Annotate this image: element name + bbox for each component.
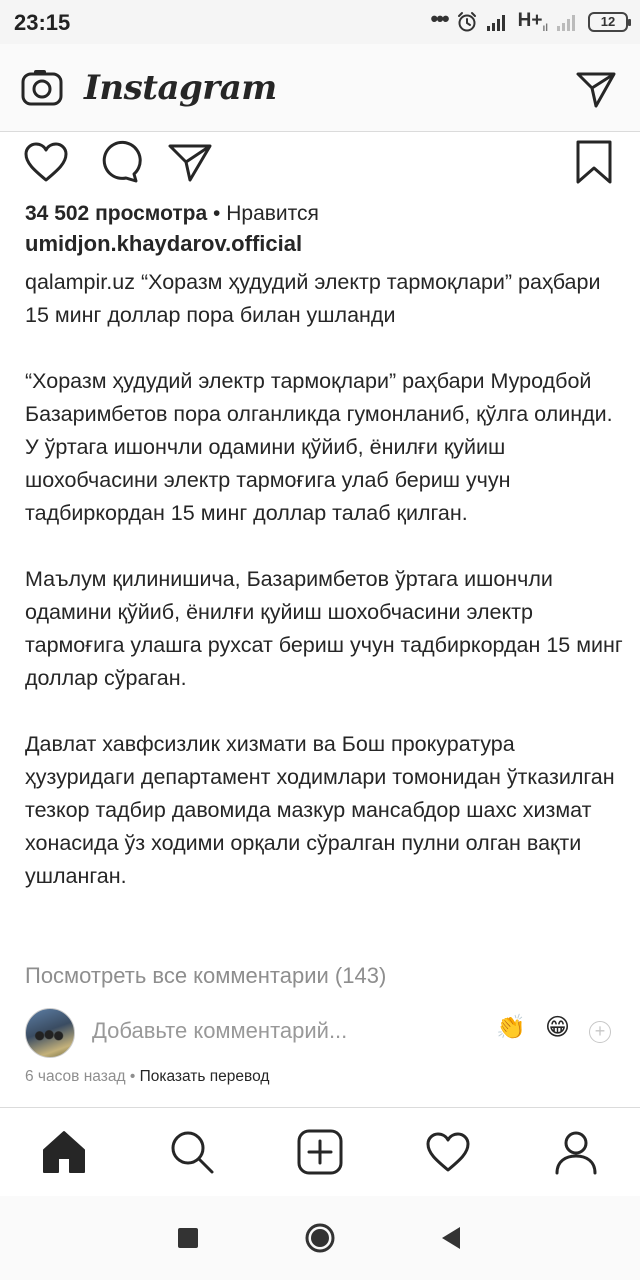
caption-paragraph: “Хоразм ҳудудий электр тармоқлари” раҳбари Муродбой Базаримбетов пора олганликда гумонланиб, қўлга олинди. У ўртага ишончли одамини қўйиб, ёнилғи қуйиш шохобчасини электр тармоғига улаб бериш учун тадбиркордан 15 минг доллар талаб қилган. bbox=[25, 369, 613, 525]
separator: • bbox=[213, 202, 221, 225]
paper-plane-icon[interactable] bbox=[574, 66, 618, 110]
home-icon[interactable] bbox=[40, 1128, 88, 1176]
likes-label[interactable]: Нравится bbox=[226, 202, 319, 225]
comment-icon[interactable] bbox=[94, 138, 142, 186]
post-actions bbox=[0, 134, 640, 190]
post-username[interactable]: umidjon.khaydarov.official bbox=[25, 231, 303, 256]
alarm-icon bbox=[456, 11, 478, 33]
grin-emoji-icon[interactable]: 😁 bbox=[545, 1014, 571, 1041]
bookmark-icon[interactable] bbox=[570, 138, 618, 186]
comment-input[interactable] bbox=[92, 1018, 472, 1044]
heart-icon[interactable] bbox=[22, 138, 70, 186]
more-dots-icon: ••• bbox=[430, 6, 448, 31]
system-navigation bbox=[0, 1196, 640, 1280]
caption-paragraph: Маълум қилинишича, Базаримбетов ўртага ишончли одамини қўйиб, ёнилғи қуйиш шохобчасини электр тармоғига улашга рухсат бериш учун тадбиркордан 15 минг доллар сўраган. bbox=[25, 567, 623, 690]
activity-heart-icon[interactable] bbox=[424, 1128, 472, 1176]
view-all-comments-link[interactable]: Посмотреть все комментарии (143) bbox=[25, 963, 387, 988]
share-icon[interactable] bbox=[166, 138, 214, 186]
home-button-icon[interactable] bbox=[304, 1222, 336, 1254]
app-header bbox=[0, 44, 640, 132]
battery-icon: 12 bbox=[588, 12, 628, 32]
add-post-icon[interactable] bbox=[296, 1128, 344, 1176]
bottom-navigation bbox=[0, 1107, 640, 1195]
separator: • bbox=[129, 1068, 136, 1085]
more-emoji-icon[interactable]: + bbox=[589, 1021, 611, 1043]
back-icon[interactable] bbox=[436, 1222, 468, 1254]
caption-paragraph: Давлат хавфсизлик хизмати ва Бош прокуратура ҳузуридаги департамент ходимлари томонидан ўтказилган тезкор тадбир давомида мазкур мансабдор шахс хизмат хонасида ўз ходими орқали сўралган пулни олган вақти ушланган. bbox=[25, 732, 615, 888]
views-count[interactable]: 34 502 просмотра bbox=[25, 202, 208, 225]
post-time-ago: 6 часов назад bbox=[25, 1068, 126, 1085]
status-time: 23:15 bbox=[14, 10, 71, 35]
profile-icon[interactable] bbox=[552, 1128, 600, 1176]
clap-emoji-icon[interactable]: 👏 bbox=[496, 1014, 526, 1041]
caption-source[interactable]: qalampir.uz bbox=[25, 270, 135, 294]
post-timestamp-line bbox=[25, 1068, 269, 1086]
signal-icon bbox=[486, 12, 510, 32]
status-icons bbox=[430, 6, 629, 35]
network-type: $H+_{ıl}$ bbox=[517, 10, 548, 34]
camera-icon[interactable] bbox=[20, 66, 64, 110]
views-line bbox=[25, 202, 625, 226]
show-translation-link[interactable]: Показать перевод bbox=[139, 1068, 270, 1085]
caption-headline bbox=[25, 266, 625, 332]
caption-headline-text: “Хоразм ҳудудий электр тармоқлари” раҳбари 15 минг доллар пора билан ушланди bbox=[25, 270, 601, 327]
add-comment-row bbox=[0, 1002, 640, 1062]
instagram-logo: Instagram bbox=[84, 68, 277, 108]
status-bar bbox=[0, 0, 640, 44]
search-icon[interactable] bbox=[168, 1128, 216, 1176]
avatar bbox=[25, 1008, 75, 1058]
signal-weak-icon bbox=[556, 12, 580, 32]
recent-apps-icon[interactable] bbox=[172, 1222, 204, 1254]
post-caption bbox=[25, 266, 625, 926]
